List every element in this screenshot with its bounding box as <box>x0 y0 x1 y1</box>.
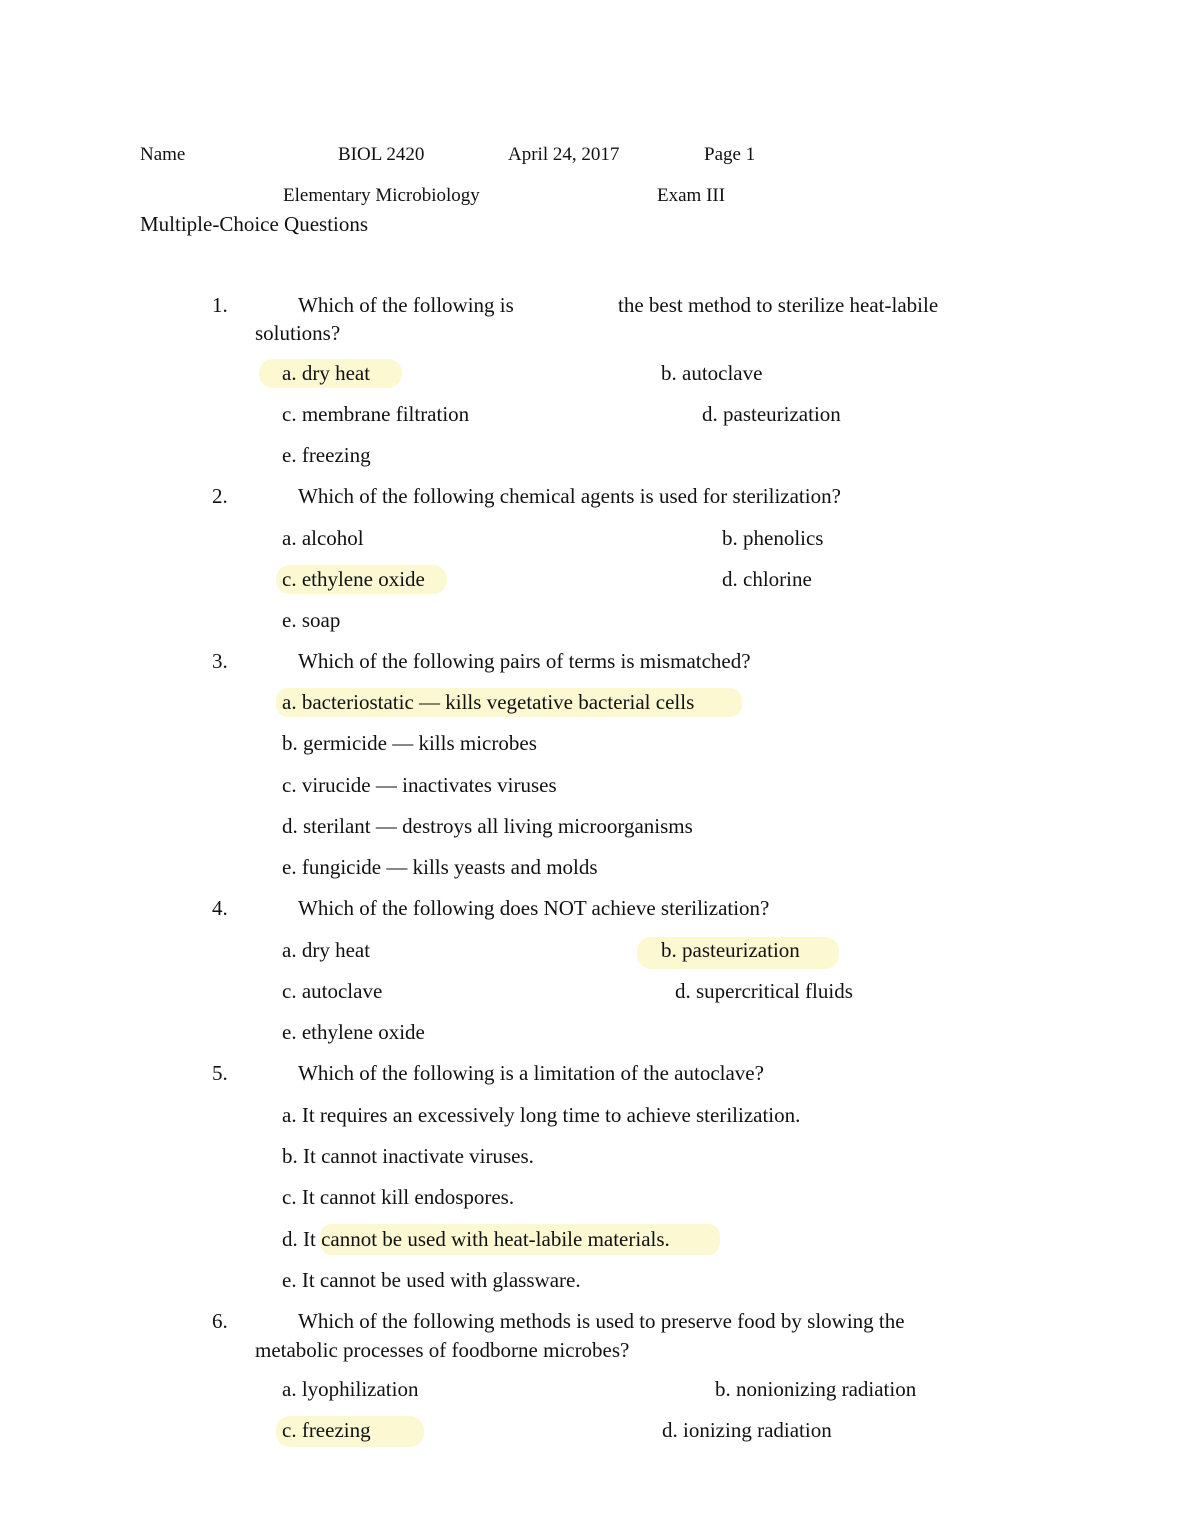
question-number: 5. <box>212 1061 228 1085</box>
course-title: Elementary Microbiology <box>283 185 480 206</box>
answer-option: a. lyophilization <box>282 1377 419 1401</box>
answer-option-d-prefix: d. It <box>282 1227 322 1251</box>
answer-option: b. It cannot inactivate viruses. <box>282 1144 534 1168</box>
answer-option: c. ethylene oxide <box>282 567 425 591</box>
answer-option: e. freezing <box>282 443 371 467</box>
question-text-wrap: metabolic processes of foodborne microbes? <box>255 1338 630 1362</box>
name-label: Name <box>140 144 186 165</box>
question-text-continued: the best method to sterilize heat-labile <box>618 293 939 317</box>
section-heading: Multiple-Choice Questions <box>140 212 369 236</box>
question-number: 4. <box>212 896 228 920</box>
question-number: 3. <box>212 649 228 673</box>
answer-option-d-highlighted: cannot be used with heat-labile materials. <box>321 1227 670 1251</box>
answer-option: a. It requires an excessively long time to achieve sterilization. <box>282 1103 801 1127</box>
answer-option: b. pasteurization <box>661 938 800 962</box>
answer-option: d. supercritical fluids <box>675 979 853 1003</box>
question-text: Which of the following chemical agents is used for sterilization? <box>298 484 841 508</box>
question-number: 2. <box>212 484 228 508</box>
answer-option: c. It cannot kill endospores. <box>282 1185 515 1209</box>
exam-title: Exam III <box>657 185 726 206</box>
page-number: Page 1 <box>704 144 756 165</box>
question-number: 1. <box>212 293 228 317</box>
exam-date: April 24, 2017 <box>508 144 620 165</box>
question-number: 6. <box>212 1309 228 1333</box>
answer-option: b. germicide — kills microbes <box>282 731 537 755</box>
answer-option: e. fungicide — kills yeasts and molds <box>282 855 598 879</box>
answer-option: d. ionizing radiation <box>662 1418 832 1442</box>
question-text-wrap: solutions? <box>255 321 341 345</box>
answer-option: b. phenolics <box>722 526 824 550</box>
question-text: Which of the following pairs of terms is mismatched? <box>298 649 751 673</box>
answer-option: e. soap <box>282 608 341 632</box>
question-text: Which of the following is <box>298 293 514 317</box>
answer-option: a. dry heat <box>282 361 371 385</box>
answer-option: e. ethylene oxide <box>282 1020 425 1044</box>
answer-option: c. freezing <box>282 1418 371 1442</box>
question-text: Which of the following methods is used to preserve food by slowing the <box>298 1309 905 1333</box>
course-code: BIOL 2420 <box>338 144 425 165</box>
answer-option-d <box>282 1229 670 1250</box>
answer-option: c. virucide — inactivates viruses <box>282 773 557 797</box>
question-text: Which of the following is a limitation of the autoclave? <box>298 1061 764 1085</box>
answer-option: c. membrane filtration <box>282 402 470 426</box>
answer-option: b. autoclave <box>661 361 763 385</box>
answer-option: c. autoclave <box>282 979 383 1003</box>
answer-option: d. chlorine <box>722 567 812 591</box>
answer-option: b. nonionizing radiation <box>715 1377 917 1401</box>
answer-option: e. It cannot be used with glassware. <box>282 1268 581 1292</box>
answer-option: d. sterilant — destroys all living microorganisms <box>282 814 693 838</box>
question-text: Which of the following does NOT achieve sterilization? <box>298 896 770 920</box>
answer-option: a. alcohol <box>282 526 364 550</box>
answer-option: a. bacteriostatic — kills vegetative bacterial cells <box>282 690 695 714</box>
answer-option: d. pasteurization <box>702 402 841 426</box>
answer-option: a. dry heat <box>282 938 371 962</box>
